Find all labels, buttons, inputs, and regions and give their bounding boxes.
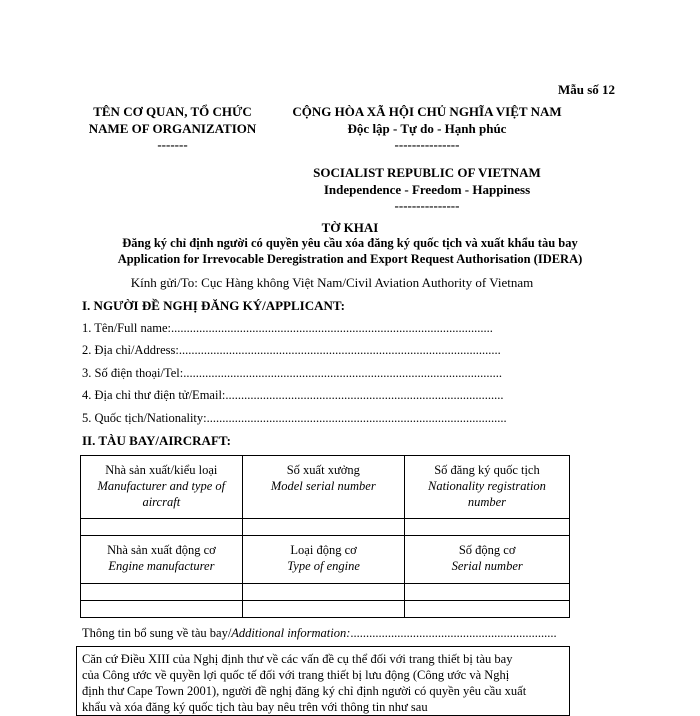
- engine-header-manufacturer: Nhà sản xuất động cơ Engine manufacturer: [81, 536, 243, 584]
- field-nationality[interactable]: 5. Quốc tịch/Nationality:................................................................................................: [82, 411, 507, 425]
- field-address[interactable]: 2. Địa chỉ/Address:.......................................................................................................: [82, 343, 501, 357]
- section-applicant-heading: I. NGƯỜI ĐỀ NGHỊ ĐĂNG KÝ/APPLICANT:: [82, 298, 345, 313]
- field-full-name[interactable]: 1. Tên/Full name:.......................................................................................................: [82, 321, 493, 335]
- aircraft-cell-serial[interactable]: [242, 519, 404, 536]
- legal-basis-line: Căn cứ Điều XIII của Nghị định thư về các vấn đề cụ thể đối với trang thiết bị tàu bay: [82, 652, 513, 666]
- org-name-en: NAME OF ORGANIZATION: [88, 121, 257, 136]
- nation-vi-title: CỘNG HÒA XÃ HỘI CHỦ NGHĨA VIỆT NAM: [292, 104, 562, 119]
- nation-en-title: SOCIALIST REPUBLIC OF VIETNAM: [313, 165, 541, 180]
- engine-cell-serial-1[interactable]: [405, 584, 570, 601]
- engine-cell-type-2[interactable]: [242, 601, 405, 618]
- field-tel[interactable]: 3. Số điện thoại/Tel:......................................................................................................: [82, 366, 502, 380]
- legal-basis-line: của Công ước về quyền lợi quốc tế đối với trang thiết bị lưu động (Công ước và Nghị: [82, 668, 510, 682]
- aircraft-cell-manufacturer[interactable]: [81, 519, 243, 536]
- nation-en-dashes: ---------------: [394, 198, 460, 213]
- legal-basis-box: [76, 646, 570, 716]
- field-email[interactable]: 4. Địa chỉ thư điện tử/Email:.........................................................................................: [82, 388, 504, 402]
- form-subtitle-en: Application for Irrevocable Deregistration and Export Request Authorisation (IDERA): [117, 252, 583, 266]
- aircraft-header-manufacturer: Nhà sản xuất/kiểu loại Manufacturer and type of aircraft: [81, 456, 243, 519]
- aircraft-header-serial: Số xuất xưởng Model serial number: [242, 456, 404, 519]
- form-subtitle-vi: Đăng ký chỉ định người có quyền yêu cầu xóa đăng ký quốc tịch và xuất khẩu tàu bay: [122, 236, 578, 250]
- engine-header-serial: Số động cơ Serial number: [405, 536, 570, 584]
- addressee: Kính gửi/To: Cục Hàng không Việt Nam/Civil Aviation Authority of Vietnam: [130, 275, 534, 290]
- engine-cell-manufacturer-1[interactable]: [81, 584, 243, 601]
- aircraft-table: [80, 455, 570, 536]
- aircraft-cell-registration[interactable]: [404, 519, 569, 536]
- org-dashes: -------: [157, 137, 188, 152]
- additional-info-field[interactable]: Thông tin bổ sung về tàu bay/Additional information:..................................................................: [82, 626, 557, 640]
- engine-table: [80, 535, 570, 618]
- engine-header-type: Loại động cơ Type of engine: [242, 536, 405, 584]
- engine-cell-serial-2[interactable]: [405, 601, 570, 618]
- legal-basis-line: định thư Cape Town 2001), người đề nghị đăng ký chỉ định người có quyền yêu cầu xuất: [82, 684, 527, 698]
- engine-cell-type-1[interactable]: [242, 584, 405, 601]
- form-title: TỜ KHAI: [321, 220, 379, 235]
- legal-basis-line: khẩu và xóa đăng ký quốc tịch tàu bay nêu trên với thông tin như sau: [82, 700, 428, 714]
- nation-vi-motto: Độc lập - Tự do - Hạnh phúc: [347, 121, 507, 136]
- org-name-vi: TÊN CƠ QUAN, TỔ CHỨC: [93, 104, 252, 119]
- engine-cell-manufacturer-2[interactable]: [81, 601, 243, 618]
- section-aircraft-heading: II. TÀU BAY/AIRCRAFT:: [82, 433, 231, 448]
- form-number: Mẫu số 12: [558, 82, 616, 97]
- aircraft-header-registration: Số đăng ký quốc tịch Nationality registration number: [404, 456, 569, 519]
- nation-vi-dashes: ---------------: [394, 137, 460, 152]
- nation-en-motto: Independence - Freedom - Happiness: [323, 182, 531, 197]
